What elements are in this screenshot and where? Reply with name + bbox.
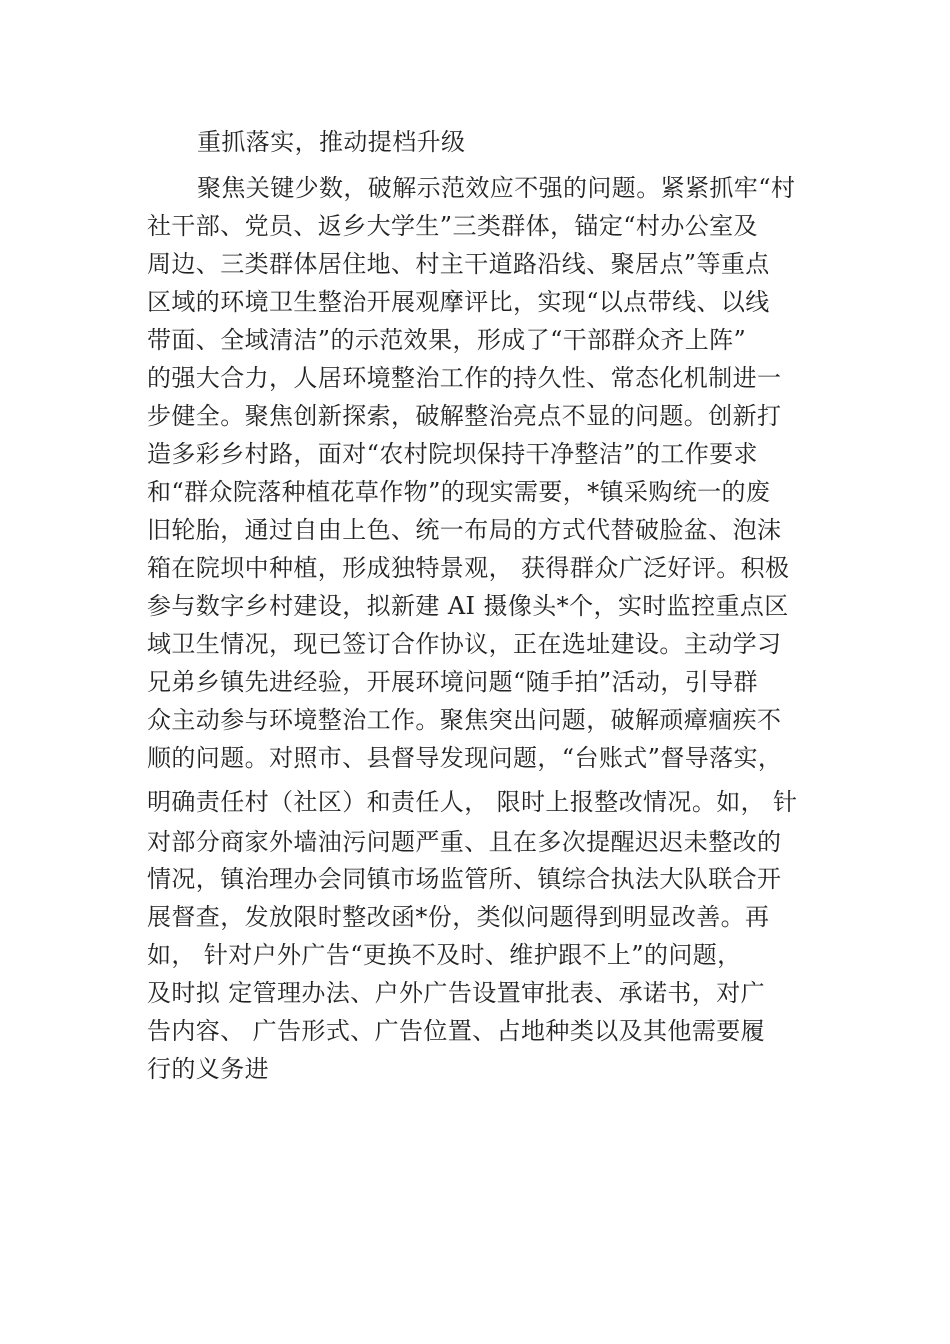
paragraph-line: 顺的问题。对照市、县督导发现问题，“台账式”督导落实， <box>147 744 783 772</box>
paragraph-line: 步健全。聚焦创新探索，破解整治亮点不显的问题。创新打 <box>147 402 782 430</box>
paragraph-line: 的强大合力，人居环境整治工作的持久性、常态化机制进一 <box>147 364 782 392</box>
section-heading: 重抓落实，推动提档升级 <box>197 128 466 156</box>
paragraph-line: 行的义务进 <box>147 1055 269 1083</box>
paragraph-line: 聚焦关键少数，破解示范效应不强的问题。紧紧抓牢“村 <box>197 174 796 202</box>
paragraph-line: 周边、三类群体居住地、村主干道路沿线、聚居点”等重点 <box>147 250 770 278</box>
paragraph-line: 明确责任村（社区）和责任人， 限时上报整改情况。如， 针 <box>147 788 798 816</box>
paragraph-line: 区域的环境卫生整治开展观摩评比，实现“以点带线、以线 <box>147 288 770 316</box>
paragraph-line: 兄弟乡镇先进经验，开展环境问题“随手拍”活动，引导群 <box>147 668 758 696</box>
paragraph-line: 参与数字乡村建设，拟新建 AI 摄像头*个，实时监控重点区 <box>147 592 789 620</box>
paragraph-line: 社干部、党员、返乡大学生”三类群体，锚定“村办公室及 <box>147 212 758 240</box>
paragraph-line: 造多彩乡村路，面对“农村院坝保持干净整洁”的工作要求 <box>147 440 758 468</box>
paragraph-line: 如， 针对户外广告“更换不及时、维护跟不上”的问题， <box>147 941 742 969</box>
paragraph-line: 域卫生情况，现已签订合作协议，正在选址建设。主动学习 <box>147 630 782 658</box>
paragraph-line: 展督查，发放限时整改函*份，类似问题得到明显改善。再 <box>147 903 770 931</box>
paragraph-line: 众主动参与环境整治工作。聚焦突出问题，破解顽瘴痼疾不 <box>147 706 782 734</box>
paragraph-line: 箱在院坝中种植，形成独特景观， 获得群众广泛好评。积极 <box>147 554 790 582</box>
paragraph-line: 情况，镇治理办会同镇市场监管所、镇综合执法大队联合开 <box>147 865 782 893</box>
paragraph-line: 对部分商家外墙油污问题严重、且在多次提醒迟迟未整改的 <box>147 828 782 856</box>
paragraph-line: 和“群众院落种植花草作物”的现实需要，*镇采购统一的废 <box>147 478 771 506</box>
paragraph-line: 旧轮胎，通过自由上色、统一布局的方式代替破脸盆、泡沫 <box>147 516 782 544</box>
paragraph-line: 带面、全域清洁”的示范效果，形成了“干部群众齐上阵” <box>147 326 747 354</box>
paragraph-line: 及时拟 定管理办法、户外广告设置审批表、承诺书，对广 <box>147 979 766 1007</box>
paragraph-line: 告内容、 广告形式、广告位置、占地种类以及其他需要履 <box>147 1017 766 1045</box>
